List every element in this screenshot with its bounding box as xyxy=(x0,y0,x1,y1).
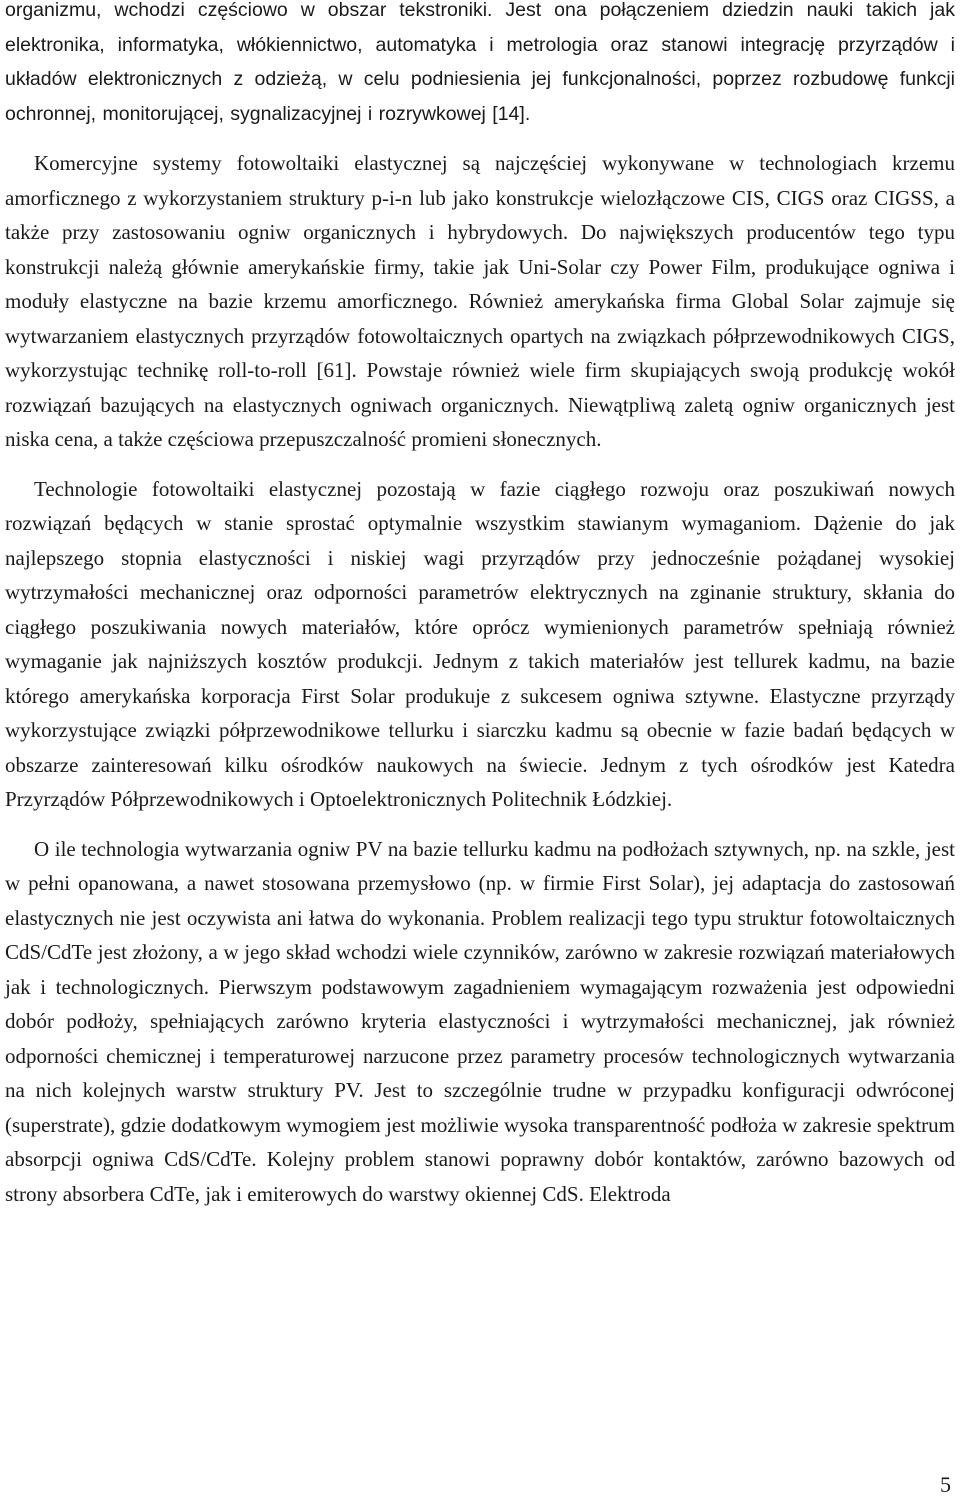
paragraph-cdte-technology: O ile technologia wytwarzania ogniw PV na bazie tellurku kadmu na podłożach sztywnych, np. na szkle, jest w pełni opanowana, a nawet stosowana przemysłowo (np. w firmie First Solar), jej adaptacja do zastosowań elastycznych nie jest oczywista ani łatwa do wykonania. Problem realizacji tego typu struktur fotowoltaicznych CdS/CdTe jest złożony, a w jego skład wchodzi wiele czynników, zarówno w zakresie rozwiązań materiałowych jak i technologicznych. Pierwszym podstawowym zagadnieniem wymagającym rozważenia jest odpowiedni dobór podłoży, spełniających zarówno kryteria elastyczności i wytrzymałości mechanicznej, jak również odporności chemicznej i temperaturowej narzucone przez parametry procesów technologicznych wytwarzania na nich kolejnych warstw struktury PV. Jest to szczególnie trudne w przypadku konfiguracji odwróconej (superstrate), gdzie dodatkowym wymogiem jest możliwie wysoka transparentność podłoża w zakresie spektrum absorpcji ogniwa CdS/CdTe. Kolejny problem stanowi poprawny dobór kontaktów, zarówno bazowych od strony absorbera CdTe, jak i emiterowych do warstwy okiennej CdS. Elektroda xyxy=(5,836,955,1206)
paragraph-commercial-systems: Komercyjne systemy fotowoltaiki elastycznej są najczęściej wykonywane w technologiach krzemu amorficznego z wykorzystaniem struktury p-i-n lub jako konstrukcje wielozłączowe CIS, CIGS oraz CIGSS, a także przy zastosowaniu ogniw organicznych i hybrydowych. Do największych producentów tego typu konstrukcji należą głównie amerykańskie firmy, takie jak Uni-Solar czy Power Film, produkujące ogniwa i moduły elastyczne na bazie krzemu amorficznego. Również amerykańska firma Global Solar zajmuje się wytwarzaniem elastycznych przyrządów fotowoltaicznych opartych na związkach półprzewodnikowych CIGS, wykorzystując technikę roll-to-roll [61]. Powstaje również wiele firm skupiających swoją produkcję wokół rozwiązań bazujących na elastycznych ogniwach organicznych. Niewątpliwą zaletą ogniw organicznych jest niska cena, a także częściowa przepuszczalność promieni słonecznych. xyxy=(5,151,955,451)
paragraph-technology-development: Technologie fotowoltaiki elastycznej pozostają w fazie ciągłego rozwoju oraz poszukiwań nowych rozwiązań będących w stanie sprostać optymalnie wszystkim stawianym wymaganiom. Dążenie do jak najlepszego stopnia elastyczności i niskiej wagi przyrządów przy jednocześnie pożądanej wysokiej wytrzymałości mechanicznej oraz odporności parametrów elektrycznych na zginanie struktury, skłania do ciągłego poszukiwania nowych materiałów, które oprócz wymienionych parametrów spełniają również wymaganie jak najniższych kosztów produkcji. Jednym z takich materiałów jest tellurek kadmu, na bazie którego amerykańska korporacja First Solar produkuje z sukcesem ogniwa sztywne. Elastyczne przyrządy wykorzystujące związki półprzewodnikowe tellurku i siarczku kadmu są obecnie w fazie badań będących w obszarze zainteresowań kilku ośrodków naukowych na świecie. Jednym z tych ośrodków jest Katedra Przyrządów Półprzewodnikowych i Optoelektronicznych Politechnik Łódzkiej. xyxy=(5,476,955,811)
page-number: 5 xyxy=(940,1472,951,1497)
paragraph-intro: organizmu, wchodzi częściowo w obszar tekstroniki. Jest ona połączeniem dziedzin nauki takich jak elektronika, informatyka, włókiennictwo, automatyka i metrologia oraz stanowi integrację przyrządów i układów elektronicznych z odzieżą, w celu podniesienia jej funkcjonalności, poprzez rozbudowę funkcji ochronnej, monitorującej, sygnalizacyjnej i rozrywkowej [14]. xyxy=(5,0,955,125)
document-page xyxy=(5,0,955,1211)
